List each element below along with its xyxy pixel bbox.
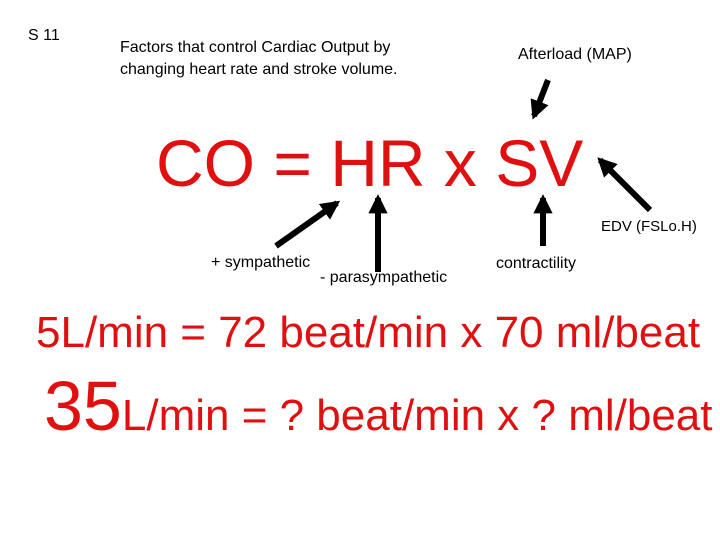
problem-remainder: L/min = ? beat/min x ? ml/beat xyxy=(121,391,713,440)
cardiac-output-equation: CO = HR x SV xyxy=(156,126,584,200)
contractility-label: contractility xyxy=(496,255,577,272)
example-equation: 5L/min = 72 beat/min x 70 ml/beat xyxy=(36,308,701,357)
afterload-label: Afterload (MAP) xyxy=(518,46,632,63)
problem-value: 35 xyxy=(44,367,122,445)
edv-arrow xyxy=(600,160,650,210)
slide-subtitle: Factors that control Cardiac Output by changing heart rate and stroke volume. xyxy=(120,39,398,78)
afterload-arrow xyxy=(534,80,548,116)
sympathetic-arrow xyxy=(276,203,337,246)
sympathetic-label: + sympathetic xyxy=(211,254,311,271)
parasympathetic-label: - parasympathetic xyxy=(320,269,448,286)
slide-number: S 11 xyxy=(28,27,60,44)
edv-label: EDV (FSLo.H) xyxy=(601,218,697,235)
